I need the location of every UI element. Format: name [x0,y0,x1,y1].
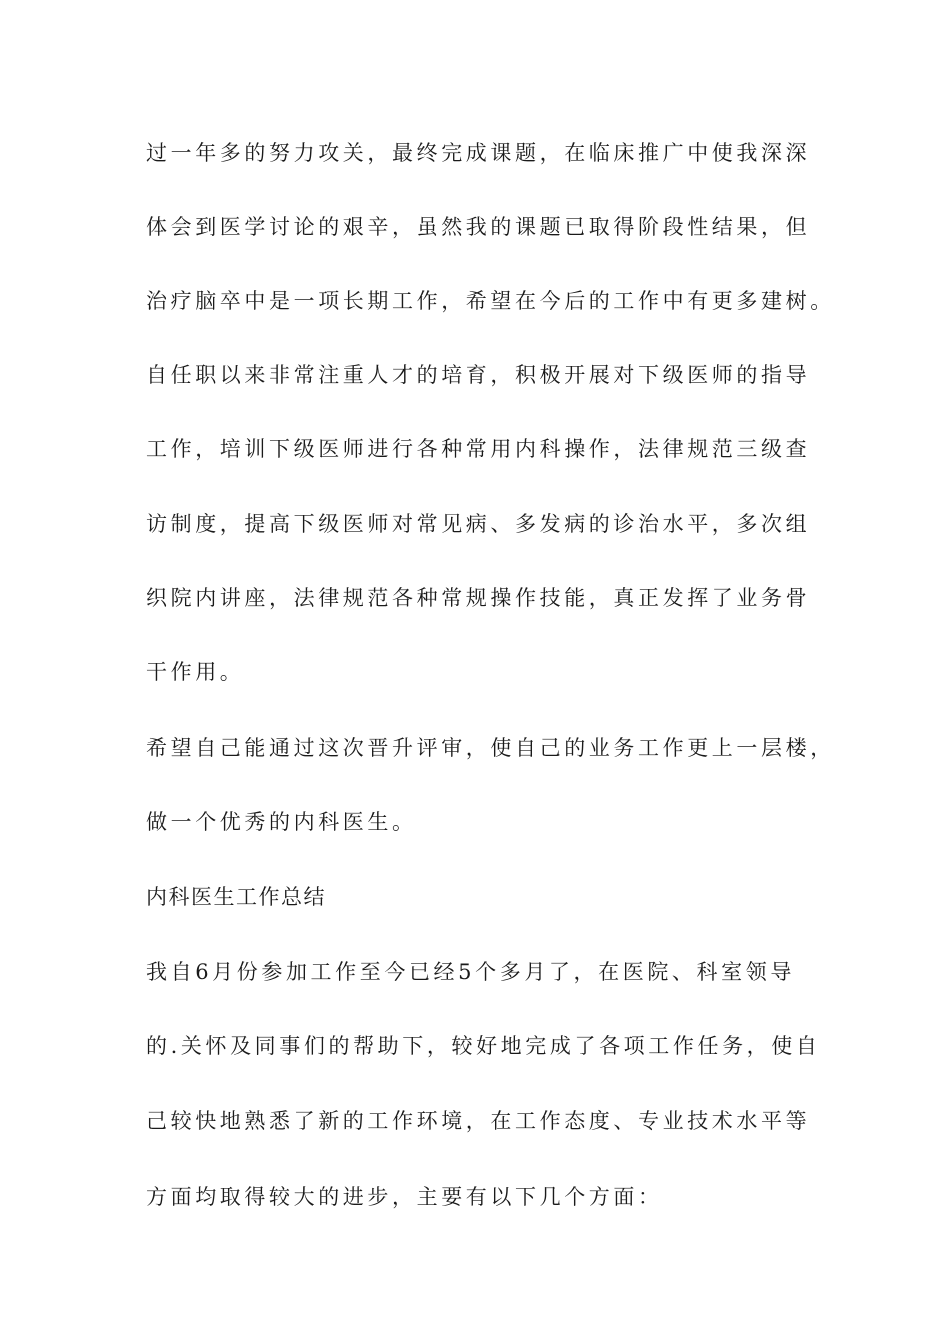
text-line-3: 治疗脑卒中是一项长期工作，希望在今后的工作中有更多建树。 [146,289,835,313]
text-line-14: 己较快地熟悉了新的工作环境，在工作态度、专业技术水平等 [146,1109,811,1133]
text-line-9: 希望自己能通过这次晋升评审，使自己的业务工作更上一层楼， [146,736,835,760]
text-line-5: 工作，培训下级医师进行各种常用内科操作，法律规范三级查 [146,437,811,461]
text-line-8: 干作用。 [146,660,245,684]
text-line-10: 做一个优秀的内科医生。 [146,810,417,834]
text-line-6: 访制度，提高下级医师对常见病、多发病的诊治水平，多次组 [146,512,811,536]
text-line-7: 织院内讲座，法律规范各种常规操作技能，真正发挥了业务骨 [146,586,811,610]
text-line-13: 的.关怀及同事们的帮助下，较好地完成了各项工作任务，使自 [146,1034,821,1058]
text-line-2: 体会到医学讨论的艰辛，虽然我的课题已取得阶段性结果，但 [146,215,811,239]
text-line-1: 过一年多的努力攻关，最终完成课题，在临床推广中使我深深 [146,141,811,165]
text-line-12: 我自6月份参加工作至今已经5个多月了，在医院、科室领导 [146,960,795,984]
section-heading: 内科医生工作总结 [146,885,326,909]
text-line-15: 方面均取得较大的进步，主要有以下几个方面： [146,1185,663,1209]
text-line-4: 自任职以来非常注重人才的培育，积极开展对下级医师的指导 [146,363,811,387]
